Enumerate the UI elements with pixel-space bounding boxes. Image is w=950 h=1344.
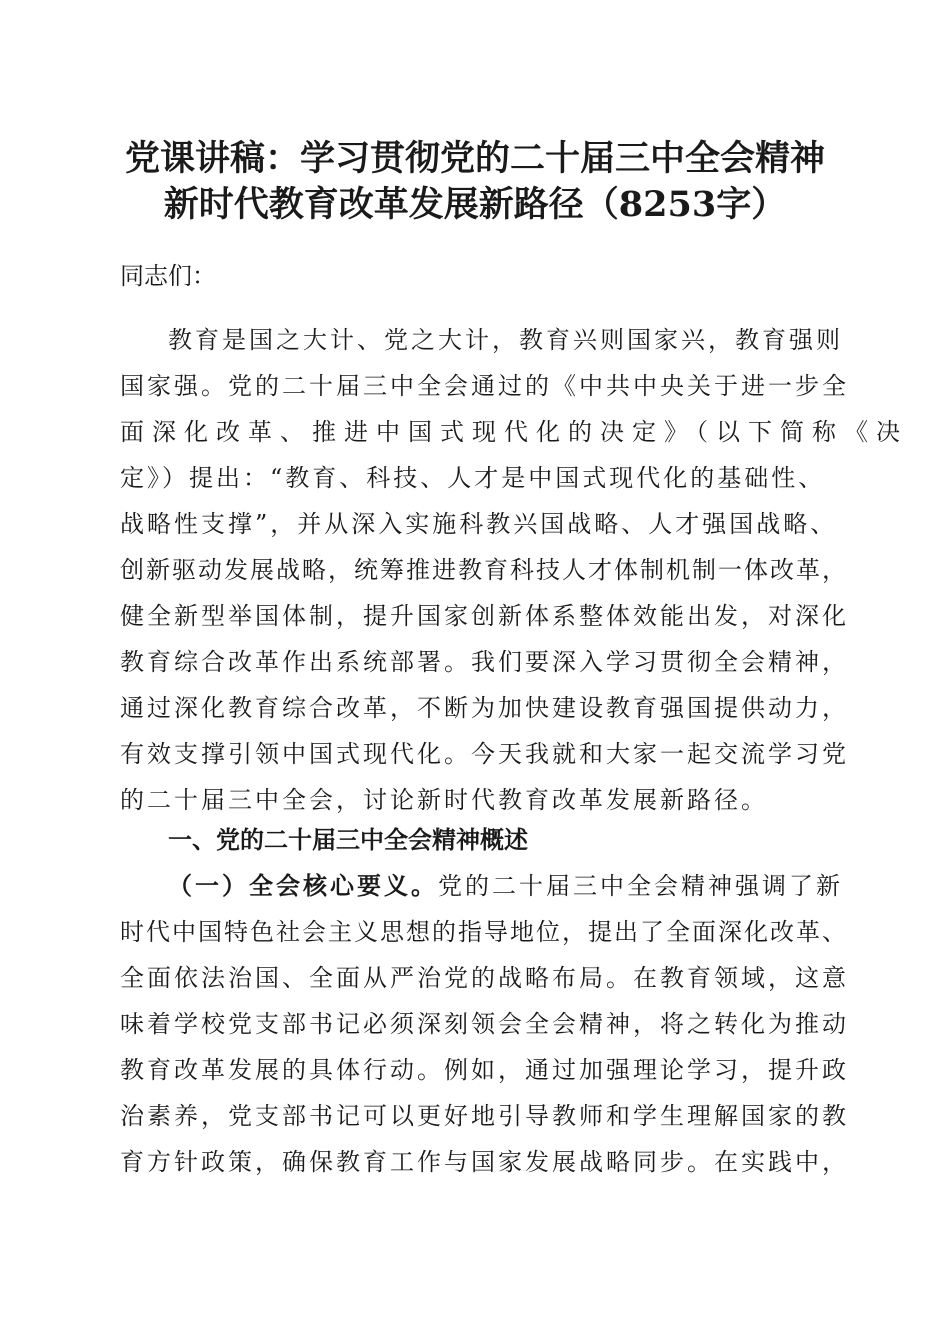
paragraph-line: 战略性支撑”，并从深入实施科教兴国战略、人才强国战略、 xyxy=(120,510,838,538)
paragraph-line: 健全新型举国体制，提升国家创新体系整体效能出发，对深化 xyxy=(120,602,849,630)
paragraph-line: 育方针政策，确保教育工作与国家发展战略同步。在实践中， xyxy=(120,1148,849,1176)
paragraph-line: 通过深化教育综合改革，不断为加快建设教育强国提供动力， xyxy=(120,694,849,722)
section-heading: 一、党的二十届三中全会精神概述 xyxy=(168,826,528,854)
paragraph-line: 的二十届三中全会，讨论新时代教育改革发展新路径。 xyxy=(120,786,768,814)
paragraph-line: 时代中国特色社会主义思想的指导地位，提出了全面深化改革、 xyxy=(120,918,848,946)
paragraph-line: 味着学校党支部书记必须深刻领会全会精神，将之转化为推动 xyxy=(120,1010,849,1038)
paragraph-line: 教育改革发展的具体行动。例如，通过加强理论学习，提升政 xyxy=(120,1056,849,1084)
paragraph-line: 教育是国之大计、党之大计，教育兴则国家兴，教育强则 xyxy=(168,326,843,354)
subsection-first-line xyxy=(168,864,843,908)
paragraph-line: 治素养，党支部书记可以更好地引导教师和学生理解国家的教 xyxy=(120,1102,849,1130)
paragraph-line: 教育综合改革作出系统部署。我们要深入学习贯彻全会精神， xyxy=(120,648,849,676)
subsection-first-line-rest: 党的二十届三中全会精神强调了新 xyxy=(438,872,843,900)
subsection-lead: （一）全会核心要义。 xyxy=(168,871,438,900)
greeting: 同志们： xyxy=(120,262,216,290)
document-title-line-1: 党课讲稿：学习贯彻党的二十届三中全会精神 xyxy=(124,138,825,179)
paragraph-line: 国家强。党的二十届三中全会通过的《中共中央关于进一步全 xyxy=(120,372,849,400)
paragraph-line: 创新驱动发展战略，统筹推进教育科技人才体制机制一体改革， xyxy=(120,556,848,584)
paragraph-line: 全面依法治国、全面从严治党的战略布局。在教育领域，这意 xyxy=(120,964,849,992)
paragraph-line: 定》）提出：“教育、科技、人才是中国式现代化的基础性、 xyxy=(120,464,826,492)
paragraph-line: 有效支撑引领中国式现代化。今天我就和大家一起交流学习党 xyxy=(120,740,849,768)
paragraph-line: 面深化改革、推进中国式现代化的决定》（以下简称《决 xyxy=(120,418,908,446)
document-title-line-2: 新时代教育改革发展新路径（8253字） xyxy=(163,184,787,225)
